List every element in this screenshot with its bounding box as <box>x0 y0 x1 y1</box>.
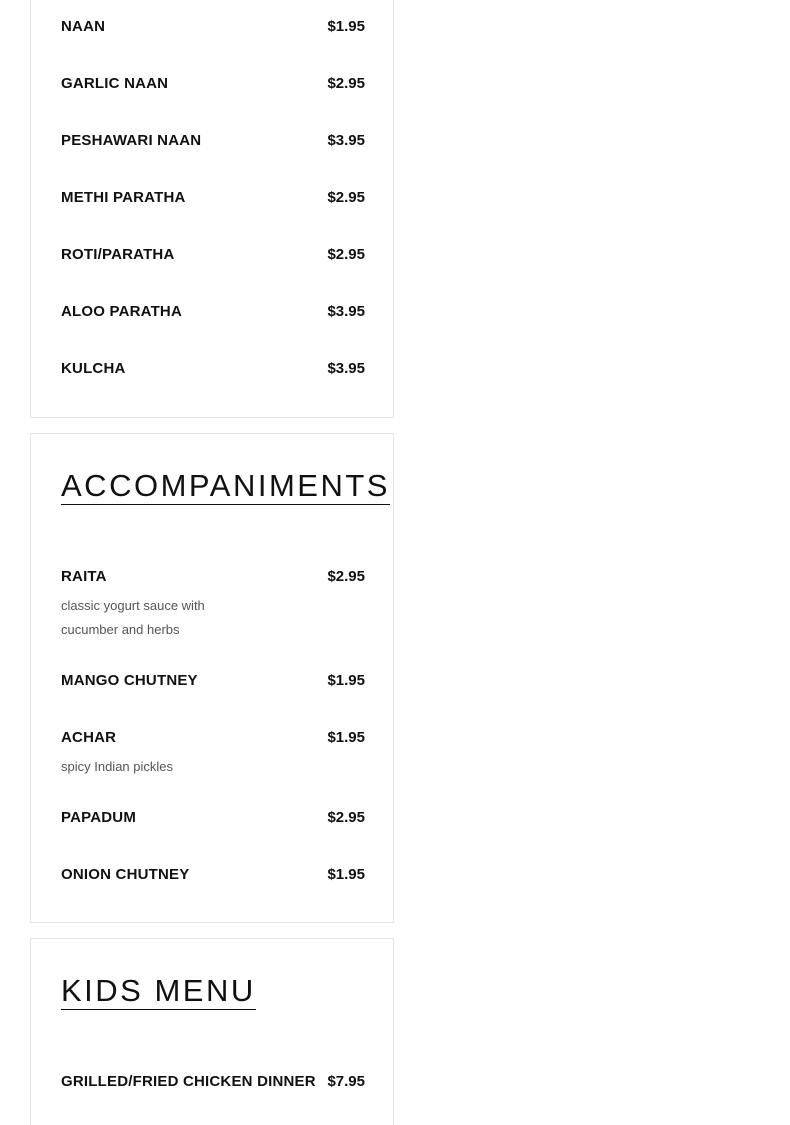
item-price: $2.95 <box>327 189 365 206</box>
item-price: $2.95 <box>327 568 365 585</box>
item-name: PAPADUM <box>61 809 137 826</box>
item-name: GRILLED/FRIED CHICKEN DINNER <box>61 1073 316 1090</box>
menu-item <box>61 132 365 152</box>
item-price: $1.95 <box>327 672 365 689</box>
item-price: $1.95 <box>327 866 365 883</box>
menu-item <box>61 303 365 323</box>
item-name: RAITA <box>61 568 107 585</box>
menu-item <box>61 75 365 95</box>
menu-item <box>61 672 365 692</box>
kids-menu-section <box>30 938 394 1125</box>
menu-item <box>61 809 365 829</box>
menu-item <box>61 246 365 266</box>
item-price: $2.95 <box>327 809 365 826</box>
item-price: $1.95 <box>327 18 365 35</box>
item-price: $1.95 <box>327 729 365 746</box>
item-price: $3.95 <box>327 303 365 320</box>
item-price: $3.95 <box>327 132 365 149</box>
menu-item <box>61 360 365 380</box>
item-name: PESHAWARI NAAN <box>61 132 202 149</box>
menu-item <box>61 568 365 642</box>
item-price: $2.95 <box>327 75 365 92</box>
item-name: ROTI/PARATHA <box>61 246 175 263</box>
item-name: ONION CHUTNEY <box>61 866 190 883</box>
breads-section <box>30 0 394 418</box>
accompaniments-section <box>30 433 394 923</box>
menu-item <box>61 729 365 779</box>
item-name: GARLIC NAAN <box>61 75 169 92</box>
item-name: KULCHA <box>61 360 126 377</box>
item-name: ALOO PARATHA <box>61 303 183 320</box>
menu-item <box>61 1073 365 1093</box>
menu-item <box>61 866 365 886</box>
item-name: METHI PARATHA <box>61 189 186 206</box>
item-price: $3.95 <box>327 360 365 377</box>
item-price: $2.95 <box>327 246 365 263</box>
item-name: NAAN <box>61 18 106 35</box>
section-title: ACCOMPANIMENTS <box>61 468 390 503</box>
section-title: KIDS MENU <box>61 973 256 1008</box>
menu-item <box>61 189 365 209</box>
item-description: spicy Indian pickles <box>61 759 173 774</box>
item-description: classic yogurt sauce with cucumber and herbs <box>61 598 205 637</box>
menu-item <box>61 18 365 38</box>
item-name: MANGO CHUTNEY <box>61 672 198 689</box>
item-price: $7.95 <box>327 1073 365 1090</box>
item-name: ACHAR <box>61 729 117 746</box>
